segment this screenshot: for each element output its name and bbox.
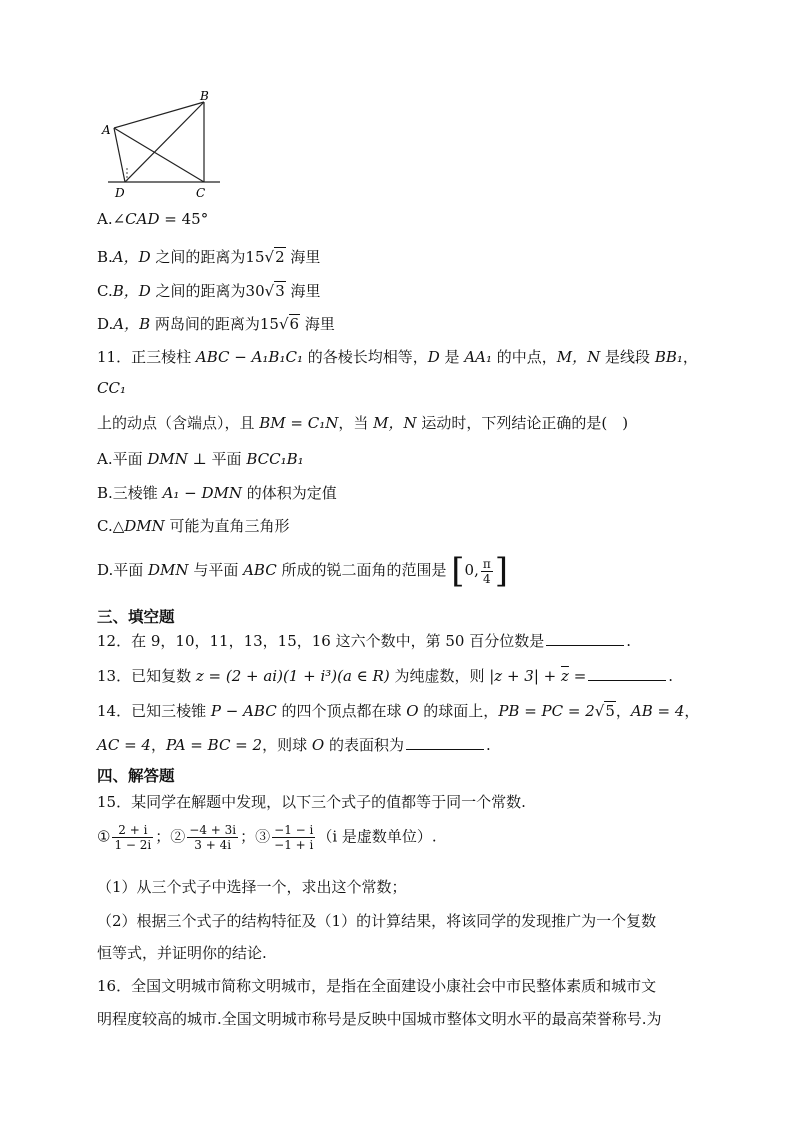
q11-stem-line2: CC₁ [97, 379, 126, 397]
q12-answer-blank[interactable] [546, 633, 624, 646]
q16-line1: 16．全国文明城市简称文明城市，是指在全面建设小康社会中市民整体素质和城市文 [97, 977, 657, 995]
q14-answer-blank[interactable] [406, 737, 484, 750]
segment-ad [114, 128, 125, 182]
q15-part2-line1: （2）根据三个式子的结构特征及（1）的计算结果，将该同学的发现推广为一个复数 [97, 912, 657, 930]
q10-option-c: C.B，D 之间的距离为30√3 海里 [97, 282, 321, 300]
geometry-figure [98, 90, 228, 202]
label-d: D [115, 186, 125, 200]
q15-stem: 15．某同学在解题中发现，以下三个式子的值都等于同一个常数. [97, 793, 526, 811]
q10-option-b: B.A，D 之间的距离为15√2 海里 [97, 248, 321, 266]
q16-line2: 明程度较高的城市.全国文明城市称号是反映中国城市整体文明水平的最高荣誉称号.为 [97, 1010, 662, 1028]
label-b: B [200, 90, 209, 103]
q11-option-c: C.△DMN 可能为直角三角形 [97, 517, 290, 535]
q11-option-d: D.平面 DMN 与平面 ABC 所成的锐二面角的范围是 [0, $\frac{\pi}{4}$ ] [97, 551, 508, 591]
label-c: C [196, 186, 206, 200]
q11-option-a: A.平面 DMN ⊥ 平面 BCC₁B₁ [97, 450, 304, 468]
q12: 12．在 9，10，11，13，15，16 这六个数中，第 50 百分位数是 . [97, 632, 632, 650]
q10-option-d: D.A，B 两岛间的距离为15√6 海里 [97, 315, 335, 333]
q10-option-a: A.∠CAD = 45° [97, 210, 209, 228]
q13-answer-blank[interactable] [588, 668, 666, 681]
q11-option-b: B.三棱锥 A₁ − DMN 的体积为定值 [97, 484, 337, 502]
section-title-solutions: 四、解答题 [97, 767, 175, 785]
section-title-fill-in: 三、填空题 [97, 608, 175, 626]
label-a: A [102, 123, 111, 137]
q15-part1: （1）从三个式子中选择一个，求出这个常数； [97, 878, 407, 896]
q15-expressions: ① $\frac{2 + i}{1 - 2i}$ ；② $\frac{-4 + 3i}{3 + 4i}$ ；③ $\frac{-1 - i}{-1 + i}$ （i 是虚数单位）. [97, 823, 437, 852]
q14-line1: 14．已知三棱锥 P − ABC 的四个顶点都在球 O 的球面上，PB = PC = 2√5，AB = 4， [97, 702, 700, 720]
q14-line2: AC = 4，PA = BC = 2，则球 O 的表面积为 . [97, 736, 491, 754]
q11-stem-line1: 11．正三棱柱 ABC − A₁B₁C₁ 的各棱长均相等，D 是 AA₁ 的中点，M，N 是线段 BB₁， [97, 348, 698, 366]
q15-part2-line2: 恒等式，并证明你的结论. [97, 944, 267, 962]
q11-stem-line3: 上的动点（含端点），且 BM = C₁N，当 M，N 运动时，下列结论正确的是( ) [97, 414, 629, 432]
q13: 13．已知复数 z = (2 + ai)(1 + i³)(a ∈ R) 为纯虚数，则 $|z + 3| + \overline{z}$ = . [97, 667, 674, 685]
